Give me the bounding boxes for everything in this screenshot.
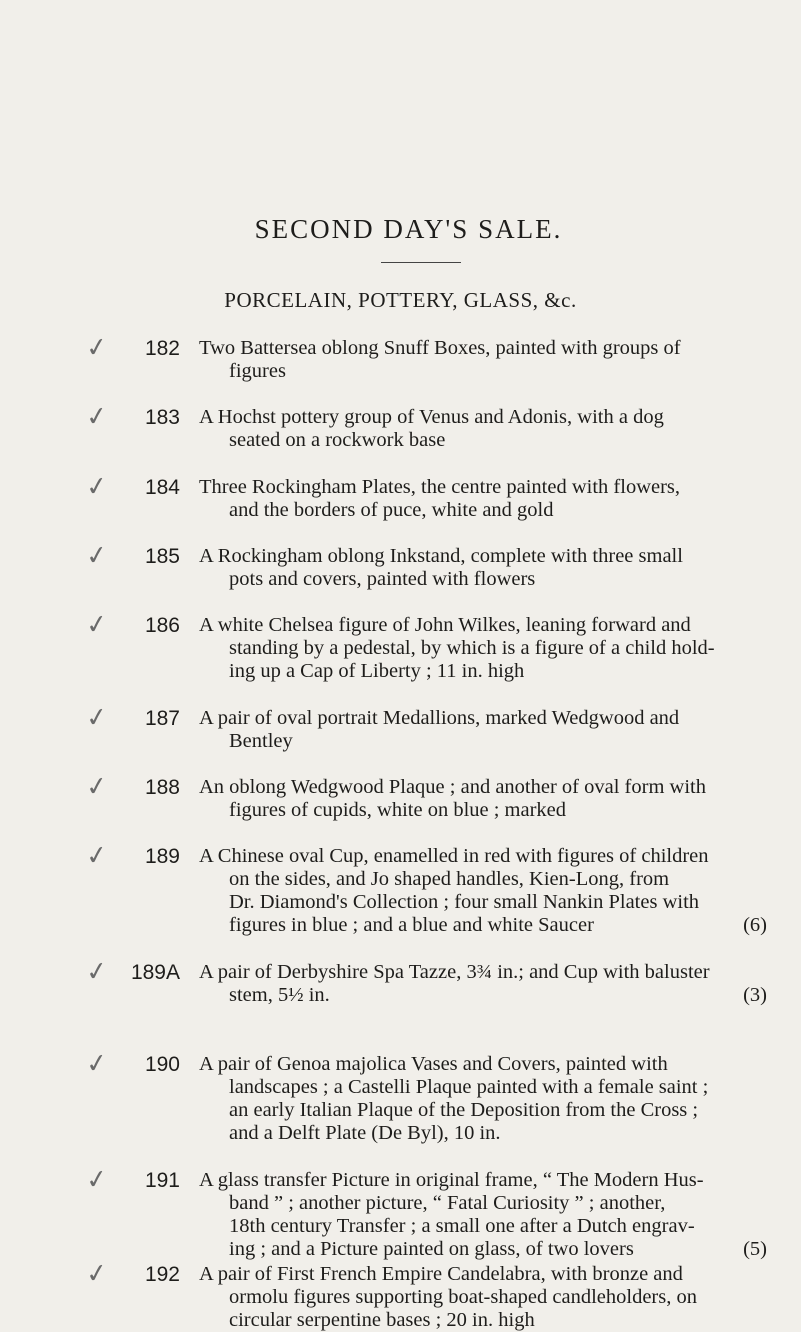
description-line: ormolu figures supporting boat-shaped candleholders, on — [229, 1286, 697, 1308]
lot-quantity: (6) — [743, 914, 767, 936]
lot-number: 184 — [144, 476, 180, 499]
lot-number: 190 — [144, 1053, 180, 1076]
lot-number: 187 — [144, 707, 180, 730]
description-line: standing by a pedestal, by which is a figure of a child hold- — [229, 637, 715, 659]
lot-number: 191 — [144, 1169, 180, 1192]
description-line: band ” ; another picture, “ Fatal Curiosity ” ; another, — [229, 1192, 666, 1214]
description-line: stem, 5½ in. — [229, 984, 330, 1006]
handwritten-check-icon: ✓ — [84, 839, 110, 873]
page-heading: SECOND DAY'S SALE. — [254, 214, 563, 244]
description-line: A pair of First French Empire Candelabra, with bronze and — [199, 1263, 683, 1285]
description-line: A Hochst pottery group of Venus and Adonis, with a dog — [199, 406, 664, 428]
lot-number: 189 — [144, 845, 180, 868]
lot-description — [199, 337, 771, 383]
description-line: landscapes ; a Castelli Plaque painted with a female saint ; — [229, 1076, 709, 1098]
description-line: A Rockingham oblong Inkstand, complete with three small — [199, 545, 683, 567]
lot-description — [199, 1169, 771, 1261]
section-subheading: PORCELAIN, POTTERY, GLASS, &c. — [224, 288, 577, 312]
lot-description — [199, 1263, 771, 1332]
handwritten-check-icon: ✓ — [84, 331, 110, 365]
lot-number: 185 — [144, 545, 180, 568]
lot-description — [199, 545, 771, 591]
description-line: pots and covers, painted with flowers — [229, 568, 536, 590]
description-line: and a Delft Plate (De Byl), 10 in. — [229, 1122, 501, 1144]
lot-quantity: (3) — [743, 984, 767, 1006]
description-line: Three Rockingham Plates, the centre painted with flowers, — [199, 476, 681, 498]
handwritten-check-icon: ✓ — [84, 1047, 110, 1081]
lot-description — [199, 406, 771, 452]
description-line: A pair of Genoa majolica Vases and Covers, painted with — [199, 1053, 668, 1075]
description-line: and the borders of puce, white and gold — [229, 499, 554, 521]
description-line: A white Chelsea figure of John Wilkes, leaning forward and — [199, 614, 691, 636]
handwritten-check-icon: ✓ — [84, 955, 110, 989]
description-line: circular serpentine bases ; 20 in. high — [229, 1309, 535, 1331]
lot-description — [199, 707, 771, 753]
lot-description — [199, 476, 771, 522]
description-line: 18th century Transfer ; a small one after a Dutch engrav- — [229, 1215, 695, 1237]
handwritten-check-icon: ✓ — [84, 400, 110, 434]
lot-number: 189A — [130, 961, 180, 984]
description-line: A Chinese oval Cup, enamelled in red with figures of children — [199, 845, 709, 867]
description-line: Dr. Diamond's Collection ; four small Nankin Plates with — [229, 891, 700, 913]
lot-description — [199, 961, 771, 1007]
handwritten-check-icon: ✓ — [84, 770, 110, 804]
handwritten-check-icon: ✓ — [84, 701, 110, 735]
description-line: on the sides, and Jo shaped handles, Kien-Long, from — [229, 868, 670, 890]
lot-number: 186 — [144, 614, 180, 637]
description-line: figures — [229, 360, 286, 382]
lot-description — [199, 1053, 771, 1145]
lot-description — [199, 614, 771, 683]
description-line: ing up a Cap of Liberty ; 11 in. high — [229, 660, 525, 682]
description-line: A pair of Derbyshire Spa Tazze, 3¾ in.; and Cup with baluster — [199, 961, 710, 983]
description-line: seated on a rockwork base — [229, 429, 446, 451]
handwritten-check-icon: ✓ — [84, 608, 110, 642]
lot-quantity: (5) — [743, 1238, 767, 1260]
description-line: Two Battersea oblong Snuff Boxes, painted with groups of — [199, 337, 681, 359]
lot-description — [199, 776, 771, 822]
lot-description — [199, 845, 771, 937]
lot-number: 192 — [144, 1263, 180, 1286]
description-line: Bentley — [229, 730, 293, 752]
description-line: an early Italian Plaque of the Deposition from the Cross ; — [229, 1099, 699, 1121]
handwritten-check-icon: ✓ — [84, 1163, 110, 1197]
description-line: A pair of oval portrait Medallions, marked Wedgwood and — [199, 707, 680, 729]
lot-number: 182 — [144, 337, 180, 360]
handwritten-check-icon: ✓ — [84, 1257, 110, 1291]
handwritten-check-icon: ✓ — [84, 470, 110, 504]
description-line: An oblong Wedgwood Plaque ; and another of oval form with — [199, 776, 706, 798]
description-line: figures in blue ; and a blue and white Saucer — [229, 914, 594, 936]
description-line: figures of cupids, white on blue ; marked — [229, 799, 567, 821]
description-line: A glass transfer Picture in original frame, “ The Modern Hus- — [199, 1169, 704, 1191]
heading-rule — [381, 262, 461, 263]
lot-number: 183 — [144, 406, 180, 429]
description-line: ing ; and a Picture painted on glass, of two lovers — [229, 1238, 634, 1260]
handwritten-check-icon: ✓ — [84, 539, 110, 573]
lot-number: 188 — [144, 776, 180, 799]
